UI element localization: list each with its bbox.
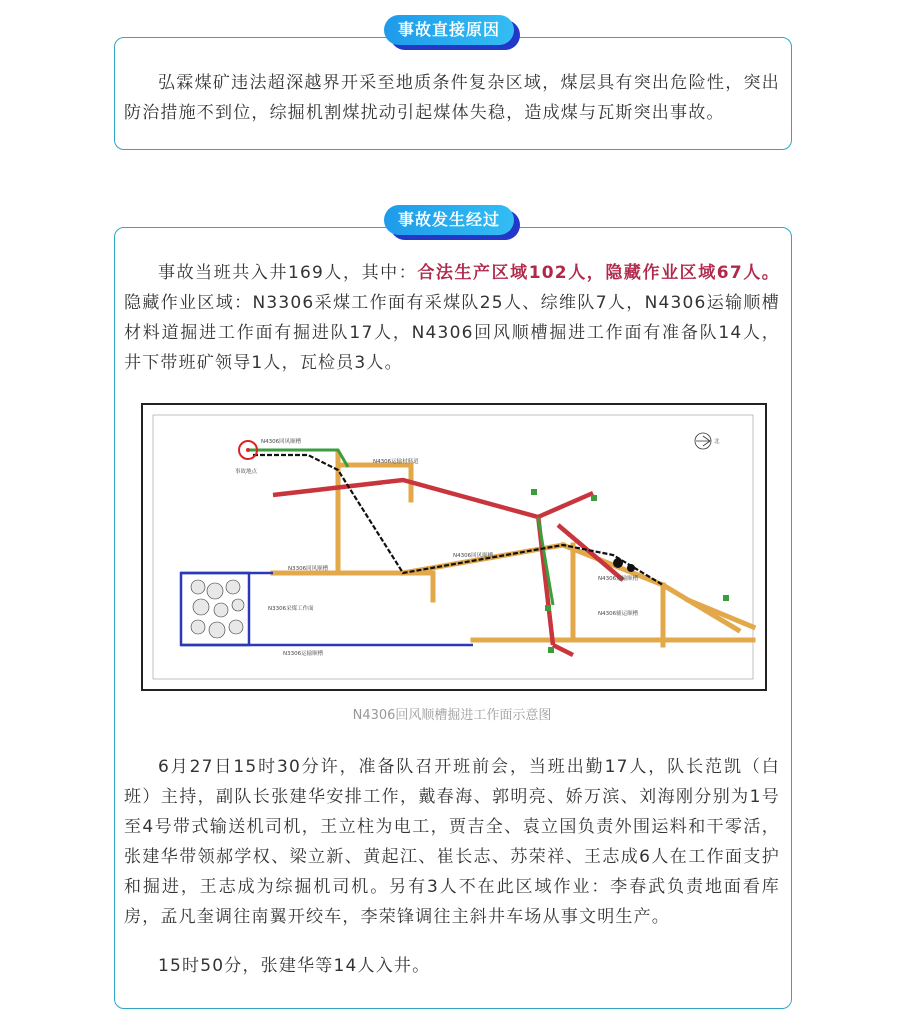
- p1-details: 隐藏作业区域：N3306采煤工作面有采煤队25人、综维队7人，N4306运输顺槽材料道掘进工作面有掘进队17人，N4306回风顺槽掘进工作面有准备队14人，井下带班矿领导1人，瓦检员3人。: [124, 293, 780, 373]
- process-paragraph-2: 6月27日15时30分许，准备队召开班前会，当班出勤17人，队长范凯（白班）主持，副队长张建华安排工作，戴春海、郭明亮、娇万滨、刘海刚分别为1号至4号带式输送机司机，王立柱为电工，贾吉全、袁立国负责外围运料和干零活，张建华带领郝学权、梁立新、黄起江、崔长志、苏荣祥、王志成6人在工作面支护和掘进，王志成为综掘机司机。另有3人不在此区域作业：李春武负责地面看库房，孟凡奎调往南翼开绞车，李荣锋调往主斜井车场从事文明生产。: [124, 757, 780, 927]
- process-title: 事故发生经过: [384, 205, 514, 235]
- mine-map-svg: [143, 405, 765, 689]
- diagram-caption: N4306回风顺槽掘进工作面示意图: [352, 708, 552, 723]
- accident-label: 事故地点: [235, 469, 258, 475]
- process-badge: [384, 205, 520, 241]
- label-return-lane: N4306回风顺槽: [453, 553, 494, 559]
- label-n3306-face: N3306采煤工作面: [268, 606, 314, 612]
- cause-badge: [384, 15, 520, 51]
- process-paragraph-1: [124, 258, 780, 378]
- label-auxiliary: N4306辅运顺槽: [598, 611, 639, 617]
- p1-intro: 事故当班共入井169人，其中：: [158, 263, 418, 283]
- label-transport-lane: N4306运输顺槽: [598, 576, 639, 582]
- process-paragraph-3: 15时50分，张建华等14人入井。: [158, 956, 431, 976]
- p1-highlight: 合法生产区域102人，隐藏作业区域67人。: [417, 263, 781, 283]
- label-n3306-transport: N3306运输顺槽: [283, 651, 324, 657]
- mine-diagram: [141, 403, 767, 691]
- north-label: 北: [714, 439, 720, 445]
- cause-title: 事故直接原因: [384, 15, 514, 45]
- label-n4306-material: N4306运输材料道: [373, 459, 419, 465]
- label-n3306-return: N3306回风顺槽: [288, 566, 329, 572]
- cause-text: 弘霖煤矿违法超深越界开采至地质条件复杂区域，煤层具有突出危险性，突出防治措施不到位，综掘机割煤扰动引起煤体失稳，造成煤与瓦斯突出事故。: [124, 73, 780, 123]
- label-n4306-return: N4306回风顺槽: [261, 439, 302, 445]
